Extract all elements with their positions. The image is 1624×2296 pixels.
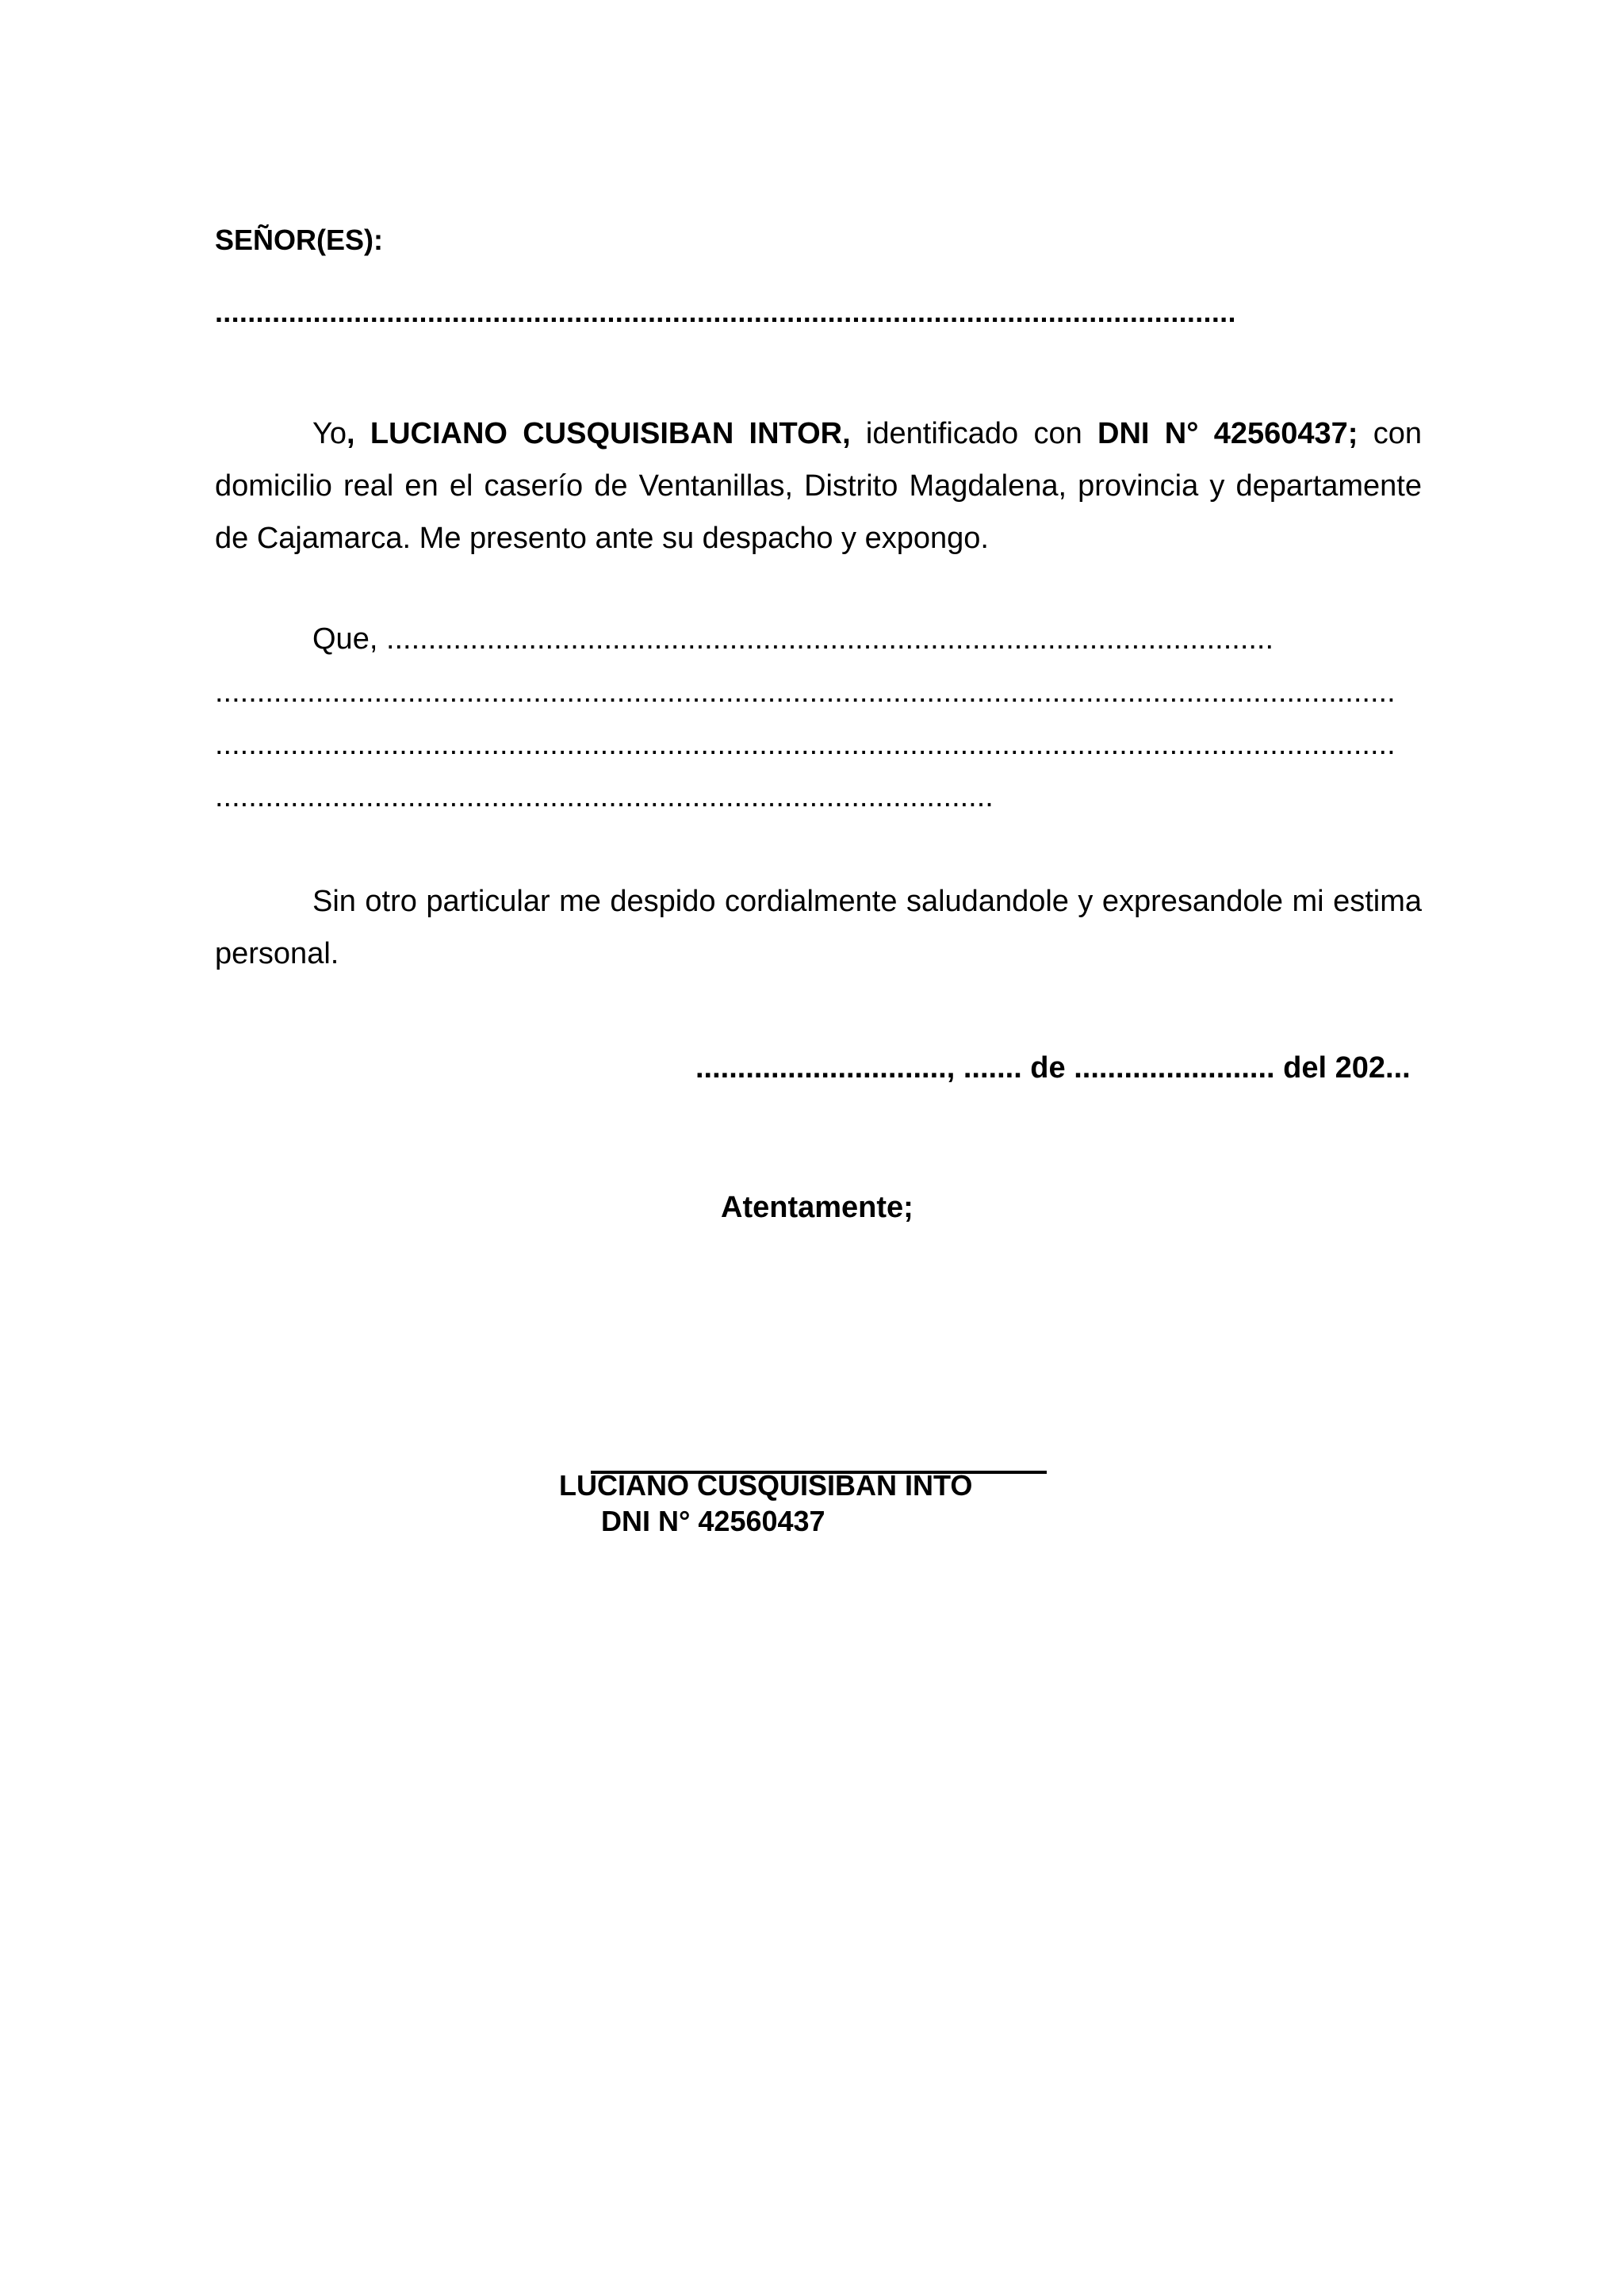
addressee-blank: ............................................................................................................................. bbox=[215, 296, 1236, 328]
intro-text-1: Yo bbox=[312, 417, 347, 450]
salutation: SEÑOR(ES): bbox=[215, 224, 384, 256]
closing-paragraph: Sin otro particular me despido cordialmente saludandole y expresandole mi estima personal. bbox=[215, 885, 1422, 970]
blank-line: ............................................................................................................................................. bbox=[215, 675, 1396, 709]
sender-dni: DNI N° 42560437; bbox=[1097, 417, 1358, 450]
intro-text-2: identificado con bbox=[850, 417, 1098, 450]
que-line: Que, .......................................................................................................... bbox=[312, 622, 1274, 656]
blank-line: ............................................................................................. bbox=[215, 780, 994, 813]
signature-dni: DNI N° 42560437 bbox=[601, 1505, 825, 1537]
signature-name: LUCIANO CUSQUISIBAN INTO bbox=[559, 1469, 973, 1502]
sender-name: , LUCIANO CUSQUISIBAN INTOR, bbox=[347, 417, 851, 450]
intro-text-3: con domicilio real en el caserío de Ventanillas, Distrito Magdalena, provincia y departamente de Cajamarca. Me presento ante su despacho y expongo. bbox=[215, 417, 1423, 555]
closing-word: Atentamente; bbox=[721, 1191, 914, 1224]
intro-paragraph bbox=[215, 408, 1422, 564]
blank-line: ............................................................................................................................................. bbox=[215, 728, 1396, 761]
date-line: .............................., ....... de ........................ del 202... bbox=[695, 1051, 1411, 1085]
